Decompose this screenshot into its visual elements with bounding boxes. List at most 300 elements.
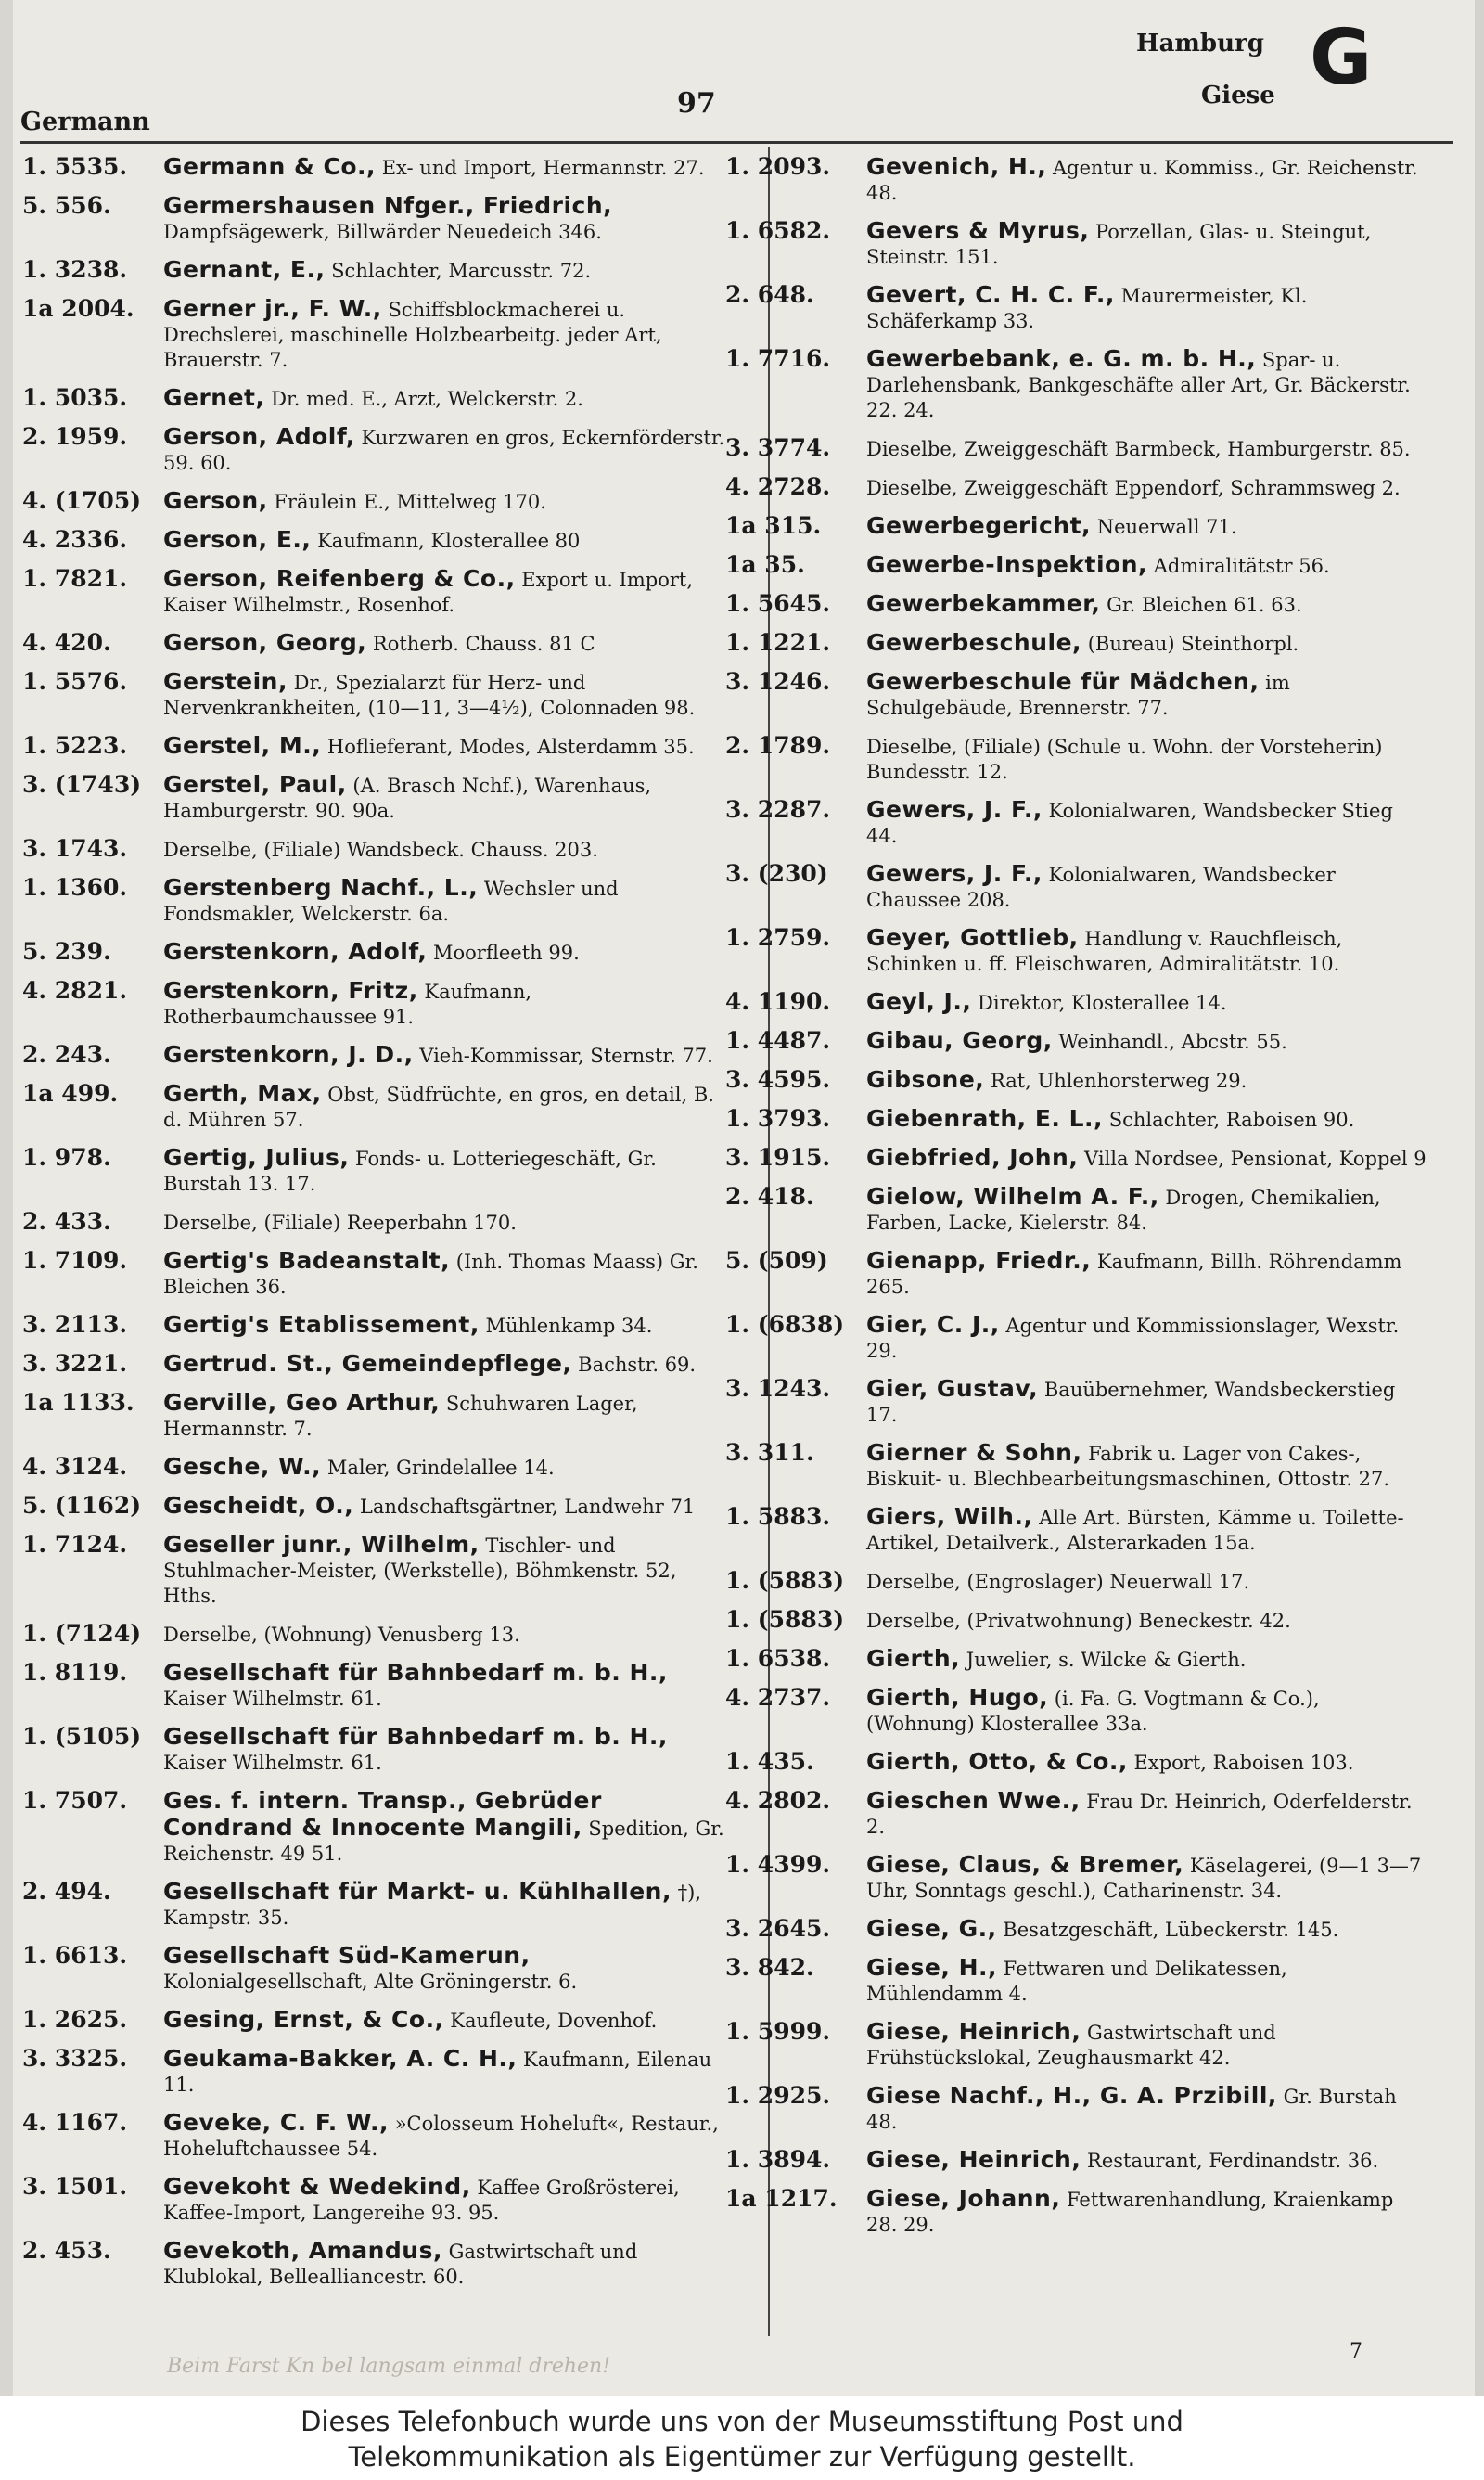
entry-detail: »Colosseum Hoheluft«, Restaur., Hoheluftchaussee 54. xyxy=(163,2113,719,2160)
entry-name: Giebfried, John, xyxy=(866,1144,1079,1171)
entry-name: Giese, Heinrich, xyxy=(866,2146,1081,2173)
entry-name: Gertig, Julius, xyxy=(163,1144,350,1171)
footer-motto: Beim Farst Kn bel langsam einmal drehen! xyxy=(167,2355,611,2378)
phone-number: 1. 4487. xyxy=(725,1027,831,1054)
phone-number: 3. 3774. xyxy=(725,434,831,461)
entry-detail: Maurermeister, Kl. Schäferkamp 33. xyxy=(866,285,1308,332)
entry-name: Gevers & Myrus, xyxy=(866,217,1090,244)
entry-detail: Schlachter, Raboisen 90. xyxy=(1103,1109,1355,1131)
entry-name: Gier, C. J., xyxy=(866,1311,1000,1338)
directory-entry xyxy=(725,1440,1428,1492)
phone-number: 3. 2645. xyxy=(725,1915,831,1942)
directory-entry xyxy=(22,1879,725,1931)
directory-entry xyxy=(725,1312,1428,1364)
entry-name: Gevekoth, Amandus, xyxy=(163,2237,442,2264)
directory-entry xyxy=(22,875,725,927)
entry-detail: Dr., Spezialarzt für Herz- und Nervenkrankheiten, (10—11, 3—4½), Colonnaden 98. xyxy=(163,672,696,719)
directory-entry xyxy=(725,1852,1428,1904)
phone-number: 2. 433. xyxy=(22,1208,111,1235)
phone-number: 4. 2336. xyxy=(22,526,128,553)
entry-detail: Fräulein E., Mittelweg 170. xyxy=(267,491,546,513)
running-head-left: Germann xyxy=(20,108,150,136)
header-rule xyxy=(20,141,1453,144)
entry-name: Gerson, Georg, xyxy=(163,629,367,656)
directory-entry xyxy=(22,1660,725,1712)
entry-name: Gewerbegericht, xyxy=(866,512,1092,539)
entry-detail: Obst, Südfrüchte, en gros, en detail, B. d. Mühren 57. xyxy=(163,1084,714,1131)
phone-number: 1. (7124) xyxy=(22,1620,142,1647)
directory-entry xyxy=(725,1916,1428,1943)
entry-detail: Gastwirtschaft und Frühstückslokal, Zeughausmarkt 42. xyxy=(866,2022,1276,2069)
entry-detail: Dieselbe, Zweiggeschäft Eppendorf, Schrammsweg 2. xyxy=(866,477,1401,499)
directory-entry xyxy=(725,1685,1428,1737)
directory-entry xyxy=(725,669,1428,721)
left-column xyxy=(22,154,725,2302)
entry-name: Gibsone, xyxy=(866,1066,985,1093)
entry-name: Gernant, E., xyxy=(163,256,326,283)
entry-name: Gertig's Etablissement, xyxy=(163,1311,480,1338)
entry-detail: Agentur und Kommissionslager, Wexstr. 29. xyxy=(866,1315,1400,1362)
directory-entry xyxy=(725,435,1428,462)
phone-number: 5. (509) xyxy=(725,1247,828,1274)
entry-name: Giese, Claus, & Bremer, xyxy=(866,1851,1184,1878)
entry-detail: Tischler- und Stuhlmacher-Meister, (Werkstelle), Böhmkenstr. 52, Hths. xyxy=(163,1535,677,1607)
directory-entry xyxy=(725,989,1428,1016)
directory-entry xyxy=(725,1376,1428,1428)
phone-number: 1. 2625. xyxy=(22,2006,128,2033)
entry-detail: Wechsler und Fondsmakler, Welckerstr. 6a. xyxy=(163,878,619,925)
entry-name: Gerson, xyxy=(163,487,268,514)
entry-name: Geveke, C. F. W., xyxy=(163,2109,390,2136)
entry-detail: Ex- und Import, Hermannstr. 27. xyxy=(376,157,705,179)
directory-entry xyxy=(725,1955,1428,2007)
directory-entry xyxy=(22,2007,725,2034)
phone-number: 3. 2287. xyxy=(725,796,831,823)
phone-number: 3. 842. xyxy=(725,1954,814,1981)
directory-entry xyxy=(22,939,725,966)
directory-entry xyxy=(22,193,725,245)
entry-name: Gierth, xyxy=(866,1645,961,1672)
entry-name: Gewerbebank, e. G. m. b. H., xyxy=(866,345,1257,372)
entry-name: Gevekoht & Wedekind, xyxy=(163,2173,471,2200)
entry-name: Giese Nachf., H., G. A. Przibill, xyxy=(866,2082,1277,2109)
entry-name: Gierth, Hugo, xyxy=(866,1684,1049,1711)
directory-entry xyxy=(22,2238,725,2290)
directory-entry xyxy=(725,630,1428,657)
entry-detail: Kaufmann, Eilenau 11. xyxy=(163,2049,712,2096)
entry-name: Gier, Gustav, xyxy=(866,1375,1039,1402)
entry-detail: Fettwaren und Delikatessen, Mühlendamm 4. xyxy=(866,1958,1287,2005)
entry-detail: Villa Nordsee, Pensionat, Koppel 9 xyxy=(1078,1148,1426,1170)
entry-detail: Fettwarenhandlung, Kraienkamp 28. 29. xyxy=(866,2189,1394,2236)
phone-number: 3. 2113. xyxy=(22,1311,128,1338)
entry-detail: Dr. med. E., Arzt, Welckerstr. 2. xyxy=(264,388,583,410)
phone-number: 3. 3325. xyxy=(22,2045,128,2072)
phone-number: 4. (1705) xyxy=(22,487,142,514)
entry-name: Gerstenkorn, J. D., xyxy=(163,1041,414,1068)
phone-number: 1. 7716. xyxy=(725,345,831,372)
entry-detail: (A. Brasch Nchf.), Warenhaus, Hamburgerstr. 90. 90a. xyxy=(163,775,652,822)
directory-entry xyxy=(22,1532,725,1609)
directory-entry xyxy=(22,1390,725,1442)
entry-detail: Kolonialgesellschaft, Alte Gröningerstr. 6. xyxy=(163,1971,578,1993)
directory-entry xyxy=(725,1067,1428,1094)
phone-number: 2. 648. xyxy=(725,281,814,308)
entry-detail: Derselbe, (Wohnung) Venusberg 13. xyxy=(163,1624,520,1646)
directory-entry xyxy=(725,1184,1428,1236)
directory-entry xyxy=(22,1248,725,1300)
section-letter: G xyxy=(1310,14,1373,102)
phone-number: 2. 418. xyxy=(725,1183,814,1210)
directory-entry xyxy=(725,1749,1428,1776)
banner-line-2: Telekommunikation als Eigentümer zur Verfügung gestellt. xyxy=(348,2441,1136,2473)
directory-entry xyxy=(22,1042,725,1069)
entry-name: Gerth, Max, xyxy=(163,1080,322,1107)
entry-detail: Frau Dr. Heinrich, Oderfelderstr. 2. xyxy=(866,1791,1413,1838)
directory-entry xyxy=(22,2174,725,2226)
entry-detail: Admiralitätstr 56. xyxy=(1147,555,1330,577)
entry-detail: Schiffsblockmacherei u. Drechslerei, maschinelle Holzbearbeitg. jeder Art, Brauerstr. 7. xyxy=(163,299,662,371)
entry-detail: Moorfleeth 99. xyxy=(427,942,580,964)
entry-detail: Neuerwall 71. xyxy=(1091,516,1237,538)
phone-number: 1a 2004. xyxy=(22,295,134,322)
entry-detail: Besatzgeschäft, Lübeckerstr. 145. xyxy=(996,1919,1339,1941)
phone-number: 3. 311. xyxy=(725,1439,814,1466)
page-left-edge xyxy=(0,0,13,2396)
phone-number: 2. 1789. xyxy=(725,732,831,759)
directory-entry xyxy=(725,1504,1428,1556)
entry-name: Gewerbekammer, xyxy=(866,590,1101,617)
directory-entry xyxy=(22,154,725,181)
entry-name: Giese, H., xyxy=(866,1954,997,1981)
phone-number: 1. 1360. xyxy=(22,874,128,901)
phone-number: 1. 4399. xyxy=(725,1851,831,1878)
entry-detail: Export u. Import, Kaiser Wilhelmstr., Rosenhof. xyxy=(163,569,693,616)
directory-entry xyxy=(22,1145,725,1197)
entry-name: Giese, G., xyxy=(866,1915,997,1942)
entry-detail: Hoflieferant, Modes, Alsterdamm 35. xyxy=(321,736,695,758)
entry-detail: Käselagerei, (9—1 3—7 Uhr, Sonntags geschl.), Catharinenstr. 34. xyxy=(866,1855,1422,1902)
phone-number: 1. 978. xyxy=(22,1144,111,1171)
entry-name: Ges. f. intern. Transp., Gebrüder Condrand & Innocente Mangili, xyxy=(163,1787,602,1841)
entry-name: Gertig's Badeanstalt, xyxy=(163,1247,451,1274)
directory-entry xyxy=(22,1724,725,1776)
phone-number: 1. 3894. xyxy=(725,2146,831,2173)
entry-name: Gerson, Adolf, xyxy=(163,423,355,450)
entry-detail: Restaurant, Ferdinandstr. 36. xyxy=(1081,2150,1379,2172)
phone-number: 3. 1243. xyxy=(725,1375,831,1402)
phone-number: 1a 499. xyxy=(22,1080,119,1107)
directory-entry xyxy=(725,1106,1428,1133)
entry-detail: Kaufmann, Billh. Röhrendamm 265. xyxy=(866,1251,1402,1298)
entry-name: Germershausen Nfger., Friedrich, xyxy=(163,192,613,219)
directory-entry xyxy=(725,1788,1428,1840)
entry-name: Giese, Heinrich, xyxy=(866,2018,1081,2045)
directory-entry xyxy=(725,2186,1428,2238)
phone-number: 1. 1221. xyxy=(725,629,831,656)
phone-number: 3. (1743) xyxy=(22,771,142,798)
phone-number: 2. 494. xyxy=(22,1878,111,1905)
entry-detail: Kaufmann, Rotherbaumchaussee 91. xyxy=(163,981,532,1028)
entry-name: Gibau, Georg, xyxy=(866,1027,1053,1054)
entry-name: Giebenrath, E. L., xyxy=(866,1105,1104,1132)
entry-name: Gerville, Geo Arthur, xyxy=(163,1389,441,1416)
entry-detail: Rotherb. Chauss. 81 C xyxy=(366,633,595,655)
directory-entry xyxy=(22,296,725,373)
directory-entry xyxy=(725,154,1428,206)
directory-entry xyxy=(725,1646,1428,1673)
entry-name: Gierner & Sohn, xyxy=(866,1439,1082,1466)
entry-name: Gernet, xyxy=(163,384,265,411)
directory-entry xyxy=(725,1568,1428,1595)
entry-name: Gesellschaft Süd-Kamerun, xyxy=(163,1942,531,1969)
phone-number: 1. 5535. xyxy=(22,153,128,180)
entry-name: Gewerbeschule, xyxy=(866,629,1082,656)
directory-entry xyxy=(22,733,725,760)
entry-detail: Gr. Burstah 48. xyxy=(866,2086,1397,2133)
phone-number: 1. (6838) xyxy=(725,1311,845,1338)
phone-number: 3. 1915. xyxy=(725,1144,831,1171)
entry-name: Gerner jr., F. W., xyxy=(163,295,382,322)
entry-detail: Dampfsägewerk, Billwärder Neuedeich 346. xyxy=(163,221,602,243)
directory-entry xyxy=(22,1943,725,1995)
phone-number: 1a 1133. xyxy=(22,1389,134,1416)
entry-detail: Fabrik u. Lager von Cakes-, Biskuit- u. Blechbearbeitungsmaschinen, Ottostr. 27. xyxy=(866,1443,1390,1490)
entry-name: Gesellschaft für Markt- u. Kühlhallen, xyxy=(163,1878,672,1905)
right-column xyxy=(725,154,1428,2250)
entry-detail: Bachstr. 69. xyxy=(571,1354,697,1376)
phone-number: 1. 5223. xyxy=(22,732,128,759)
phone-number: 5. 239. xyxy=(22,938,111,965)
entry-name: Gielow, Wilhelm A. F., xyxy=(866,1183,1159,1210)
directory-entry xyxy=(22,1621,725,1648)
directory-entry xyxy=(22,385,725,412)
footer-mark: 7 xyxy=(1350,2340,1362,2363)
phone-number: 1. 5035. xyxy=(22,384,128,411)
phone-number: 4. 2821. xyxy=(22,977,128,1004)
entry-detail: Gastwirtschaft und Klublokal, Bellealliancestr. 60. xyxy=(163,2241,638,2288)
entry-detail: Gr. Bleichen 61. 63. xyxy=(1100,594,1302,616)
entry-name: Gieschen Wwe., xyxy=(866,1787,1081,1814)
phone-number: 2. 1959. xyxy=(22,423,128,450)
entry-detail: Spar- u. Darlehensbank, Bankgeschäfte aller Art, Gr. Bäckerstr. 22. 24. xyxy=(866,349,1411,421)
entry-detail: Juwelier, s. Wilcke & Gierth. xyxy=(960,1649,1247,1671)
phone-number: 2. 453. xyxy=(22,2237,111,2264)
phone-number: 4. 2728. xyxy=(725,473,831,500)
entry-detail: Schuhwaren Lager, Hermannstr. 7. xyxy=(163,1393,638,1440)
phone-number: 3. 3221. xyxy=(22,1350,128,1377)
phone-number: 1. 7821. xyxy=(22,565,128,592)
entry-name: Gevenich, H., xyxy=(866,153,1047,180)
entry-detail: Export, Raboisen 103. xyxy=(1127,1752,1354,1774)
phone-number: 5. 556. xyxy=(22,192,111,219)
phone-number: 1a 315. xyxy=(725,512,822,539)
entry-detail: Kaiser Wilhelmstr. 61. xyxy=(163,1752,382,1774)
directory-entry xyxy=(725,2147,1428,2174)
entry-detail: Kaiser Wilhelmstr. 61. xyxy=(163,1688,382,1710)
phone-number: 2. 243. xyxy=(22,1041,111,1068)
entry-name: Gesellschaft für Bahnbedarf m. b. H., xyxy=(163,1723,668,1750)
directory-entry xyxy=(725,218,1428,270)
entry-name: Gerson, E., xyxy=(163,526,312,553)
directory-entry xyxy=(725,2019,1428,2071)
phone-number: 1. 3793. xyxy=(725,1105,831,1132)
directory-entry xyxy=(22,978,725,1030)
phone-number: 3. (230) xyxy=(725,860,828,887)
entry-name: Gierth, Otto, & Co., xyxy=(866,1748,1128,1775)
running-head-city: Hamburg xyxy=(1136,30,1264,58)
directory-entry xyxy=(725,1145,1428,1172)
directory-entry xyxy=(22,1454,725,1481)
directory-entry xyxy=(22,1493,725,1520)
running-head-right: Giese xyxy=(1201,82,1275,109)
entry-detail: (Inh. Thomas Maass) Gr. Bleichen 36. xyxy=(163,1251,698,1298)
entry-detail: Dieselbe, (Filiale) (Schule u. Wohn. der Vorsteherin) Bundesstr. 12. xyxy=(866,736,1383,783)
phone-number: 3. 4595. xyxy=(725,1066,831,1093)
directory-entry xyxy=(22,424,725,476)
phone-number: 3. 1246. xyxy=(725,668,831,695)
phone-number: 4. 2802. xyxy=(725,1787,831,1814)
directory-entry xyxy=(725,861,1428,913)
entry-detail: Porzellan, Glas- u. Steingut, Steinstr. 151. xyxy=(866,221,1372,268)
directory-entry xyxy=(22,1788,725,1867)
directory-entry xyxy=(22,566,725,618)
entry-detail: Handlung v. Rauchfleisch, Schinken u. ff. Fleischwaren, Admiralitätstr. 10. xyxy=(866,928,1343,975)
entry-name: Giese, Johann, xyxy=(866,2185,1061,2212)
phone-number: 1. 5883. xyxy=(725,1503,831,1530)
entry-name: Gewers, J. F., xyxy=(866,860,1043,887)
entry-name: Geyl, J., xyxy=(866,988,972,1015)
directory-entry xyxy=(725,282,1428,334)
entry-detail: Kaffee Großrösterei, Kaffee-Import, Langereihe 93. 95. xyxy=(163,2177,680,2224)
entry-detail: Schlachter, Marcusstr. 72. xyxy=(325,260,592,282)
entry-detail: Kurzwaren en gros, Eckernförderstr. 59. 60. xyxy=(163,427,725,474)
entry-name: Gerstenkorn, Fritz, xyxy=(163,977,418,1004)
directory-entry xyxy=(725,797,1428,849)
entry-detail: Kaufmann, Klosterallee 80 xyxy=(311,530,581,552)
entry-name: Gesellschaft für Bahnbedarf m. b. H., xyxy=(163,1659,668,1686)
phone-number: 4. 2737. xyxy=(725,1684,831,1711)
phone-number: 1. 5576. xyxy=(22,668,128,695)
entry-name: Gesche, W., xyxy=(163,1453,322,1480)
entry-detail: Fonds- u. Lotteriegeschäft, Gr. Burstah 13. 17. xyxy=(163,1148,657,1195)
banner-line-1: Dieses Telefonbuch wurde uns von der Museumsstiftung Post und xyxy=(301,2406,1183,2437)
entry-detail: Mühlenkamp 34. xyxy=(479,1315,653,1337)
phone-number: 4. 3124. xyxy=(22,1453,128,1480)
directory-entry xyxy=(725,733,1428,785)
entry-detail: Vieh-Kommissar, Sternstr. 77. xyxy=(413,1045,713,1067)
entry-detail: Derselbe, (Filiale) Wandsbeck. Chauss. 203. xyxy=(163,839,598,861)
phone-number: 1. 2925. xyxy=(725,2082,831,2109)
entry-detail: Maler, Grindelallee 14. xyxy=(321,1457,555,1479)
directory-entry xyxy=(725,1607,1428,1634)
entry-detail: (i. Fa. G. Vogtmann & Co.), (Wohnung) Klosterallee 33a. xyxy=(866,1688,1320,1735)
entry-name: Geyer, Gottlieb, xyxy=(866,924,1079,951)
phone-number: 1. 3238. xyxy=(22,256,128,283)
directory-entry xyxy=(22,630,725,657)
phone-number: 1. 2759. xyxy=(725,924,831,951)
phone-number: 1. 6582. xyxy=(725,217,831,244)
phone-number: 1. 5999. xyxy=(725,2018,831,2045)
entry-detail: †), Kampstr. 35. xyxy=(163,1882,701,1929)
entry-detail: Spedition, Gr. Reichenstr. 49 51. xyxy=(163,1818,724,1865)
directory-entry xyxy=(22,1209,725,1236)
entry-detail: (Bureau) Steinthorpl. xyxy=(1081,633,1299,655)
phone-number: 1. 7124. xyxy=(22,1531,128,1558)
entry-name: Gerstel, M., xyxy=(163,732,322,759)
entry-detail: Direktor, Klosterallee 14. xyxy=(971,992,1227,1014)
directory-entry xyxy=(725,2083,1428,2135)
directory-entry xyxy=(22,2110,725,2162)
directory-entry xyxy=(22,527,725,554)
directory-entry xyxy=(22,488,725,515)
entry-detail: Derselbe, (Engroslager) Neuerwall 17. xyxy=(866,1571,1250,1593)
directory-entry xyxy=(725,1028,1428,1055)
entry-detail: im Schulgebäude, Brennerstr. 77. xyxy=(866,672,1290,719)
directory-entry xyxy=(725,474,1428,501)
phone-number: 3. 1743. xyxy=(22,835,128,862)
phone-number: 4. 1190. xyxy=(725,988,831,1015)
entry-detail: Kolonialwaren, Wandsbecker Stieg 44. xyxy=(866,800,1393,847)
phone-number: 1. 2093. xyxy=(725,153,831,180)
phone-number: 1a 1217. xyxy=(725,2185,838,2212)
phone-number: 1. (5883) xyxy=(725,1567,845,1594)
page-number: 97 xyxy=(677,87,716,120)
phone-number: 1. 6538. xyxy=(725,1645,831,1672)
phone-number: 1a 35. xyxy=(725,551,805,578)
phone-number: 1. (5883) xyxy=(725,1606,845,1633)
entry-detail: Agentur u. Kommiss., Gr. Reichenstr. 48. xyxy=(866,157,1418,204)
entry-detail: Rat, Uhlenhorsterweg 29. xyxy=(984,1070,1247,1092)
entry-detail: Dieselbe, Zweiggeschäft Barmbeck, Hamburgerstr. 85. xyxy=(866,438,1411,460)
entry-name: Gerstenberg Nachf., L., xyxy=(163,874,479,901)
entry-detail: Derselbe, (Filiale) Reeperbahn 170. xyxy=(163,1212,517,1234)
entry-name: Gescheidt, O., xyxy=(163,1492,354,1519)
directory-entry xyxy=(725,552,1428,579)
entry-detail: Alle Art. Bürsten, Kämme u. Toilette-Artikel, Detailverk., Alsterarkaden 15a. xyxy=(866,1507,1404,1554)
phone-number: 4. 1167. xyxy=(22,2109,128,2136)
directory-entry xyxy=(725,925,1428,977)
phone-number: 1. 7109. xyxy=(22,1247,128,1274)
phone-number: 5. (1162) xyxy=(22,1492,142,1519)
directory-entry xyxy=(22,1081,725,1133)
directory-entry xyxy=(22,1351,725,1378)
phone-number: 4. 420. xyxy=(22,629,111,656)
entry-detail: Drogen, Chemikalien, Farben, Lacke, Kielerstr. 84. xyxy=(866,1187,1381,1234)
entry-name: Geseller junr., Wilhelm, xyxy=(163,1531,480,1558)
donation-banner xyxy=(0,2396,1484,2480)
entry-name: Gerstel, Paul, xyxy=(163,771,347,798)
phone-number: 1. 435. xyxy=(725,1748,814,1775)
directory-entry xyxy=(725,591,1428,618)
directory-entry xyxy=(22,1312,725,1339)
directory-entry xyxy=(22,257,725,284)
entry-detail: Kolonialwaren, Wandsbecker Chaussee 208. xyxy=(866,864,1336,911)
directory-entry xyxy=(22,2046,725,2098)
entry-name: Gewerbeschule für Mädchen, xyxy=(866,668,1260,695)
directory-entry xyxy=(22,836,725,863)
entry-name: Germann & Co., xyxy=(163,153,377,180)
entry-detail: Weinhandl., Abcstr. 55. xyxy=(1052,1031,1287,1053)
directory-entry xyxy=(22,772,725,824)
entry-name: Gerstenkorn, Adolf, xyxy=(163,938,428,965)
phone-number: 1. 7507. xyxy=(22,1787,128,1814)
entry-name: Gienapp, Friedr., xyxy=(866,1247,1092,1274)
directory-entry xyxy=(725,513,1428,540)
entry-detail: Kaufleute, Dovenhof. xyxy=(443,2010,658,2032)
entry-name: Gertrud. St., Gemeindepflege, xyxy=(163,1350,572,1377)
entry-name: Gerson, Reifenberg & Co., xyxy=(163,565,516,592)
